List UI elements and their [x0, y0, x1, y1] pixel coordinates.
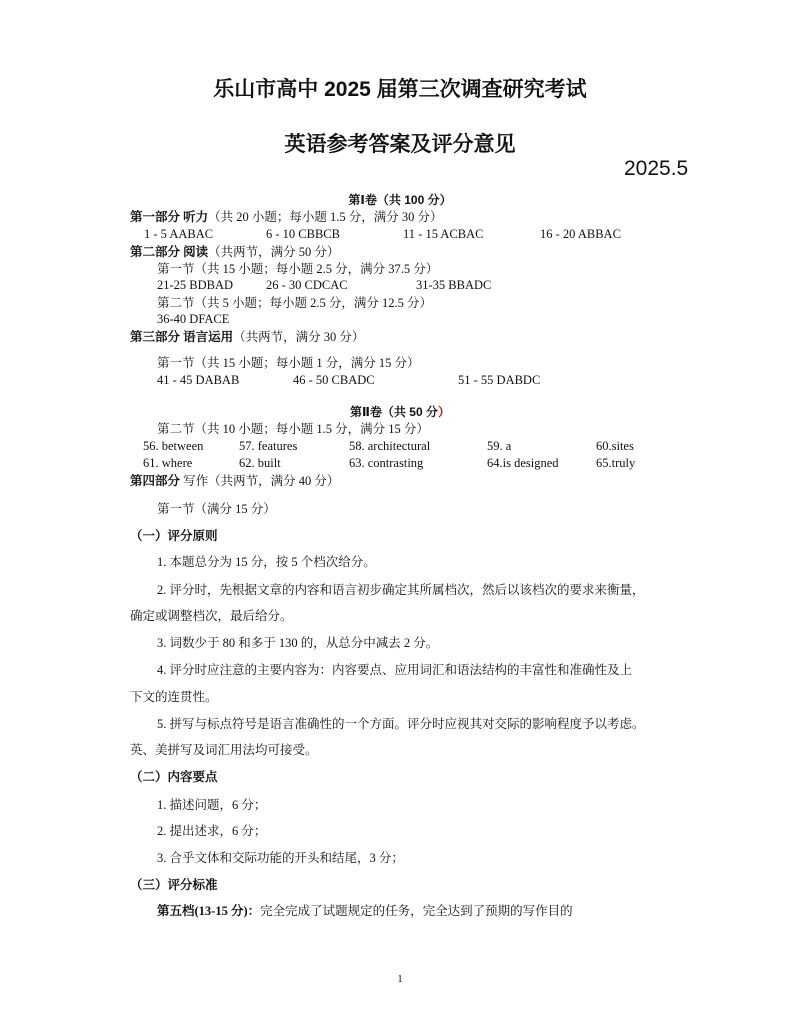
answer-group: 1 - 5 AABAC — [144, 227, 214, 241]
cloze-answer: 59. a — [487, 439, 512, 453]
answer-group: 31-35 BBADC — [416, 278, 492, 292]
answer-group: 46 - 50 CBADC — [293, 373, 375, 387]
part3-name: 语言运用 — [183, 330, 234, 344]
part2-heading — [130, 244, 339, 260]
part3-label: 第三部分 — [130, 330, 181, 344]
paragraph: 3. 合乎文体和交际功能的开头和结尾，3 分； — [157, 851, 404, 865]
part3-heading — [130, 329, 364, 345]
paragraph — [157, 901, 573, 919]
cloze-answer: 56. between — [143, 439, 204, 453]
answer-group: 6 - 10 CBBCB — [266, 227, 340, 241]
paragraph: 1. 描述问题，6 分； — [157, 798, 267, 812]
part3-section2: 第二节（共 10 小题；每小题 1.5 分，满分 15 分） — [157, 422, 429, 436]
answer-group: 11 - 15 ACBAC — [403, 227, 484, 241]
document-date: 2025.5 — [624, 157, 689, 180]
paragraph: 下文的连贯性。 — [130, 690, 218, 704]
part2-desc: （共两节，满分 50 分） — [208, 245, 340, 259]
document-title: 乐山市高中 2025 届第三次调查研究考试 — [213, 78, 587, 101]
paragraph: 2. 提出述求，6 分； — [157, 824, 267, 838]
paragraph: 英、美拼写及词汇用法均可接受。 — [130, 743, 318, 757]
cloze-answer: 60.sites — [596, 439, 634, 453]
part1-label: 第一部分 — [130, 210, 181, 224]
grade5-text: 完全完成了试题规定的任务，完全达到了预期的写作目的 — [260, 904, 573, 918]
part4-name: 写作 — [183, 474, 209, 488]
answer-group: 26 - 30 CDCAC — [266, 278, 348, 292]
answer-group: 16 - 20 ABBAC — [540, 227, 621, 241]
volume1-title: 第Ⅰ卷（共 100 分） — [348, 193, 452, 207]
part1-desc: （共 20 小题；每小题 1.5 分，满分 30 分） — [208, 210, 443, 224]
part3-section1: 第一节（共 15 小题；每小题 1 分，满分 15 分） — [157, 356, 420, 370]
paragraph: 确定或调整档次，最后给分。 — [130, 609, 293, 623]
cloze-answer: 63. contrasting — [349, 456, 424, 470]
part4-desc: （共两节，满分 40 分） — [208, 474, 340, 488]
cloze-answer: 57. features — [239, 439, 298, 453]
cloze-answer: 61. where — [143, 456, 193, 470]
paragraph: 3. 词数少于 80 和多于 130 的，从总分中减去 2 分。 — [157, 636, 439, 650]
part2-label: 第二部分 — [130, 245, 181, 259]
cloze-answer: 64.is designed — [487, 456, 559, 470]
answer-group: 41 - 45 DABAB — [157, 373, 240, 387]
paragraph: 4. 评分时应注意的主要内容为：内容要点、应用词汇和语法结构的丰富性和准确性及上 — [157, 663, 633, 677]
volume2-title — [0, 403, 800, 420]
part2-section1: 第一节（共 15 小题；每小题 2.5 分，满分 37.5 分） — [157, 262, 439, 276]
page-number: 1 — [397, 973, 403, 985]
part1-heading — [130, 209, 443, 225]
part1-name: 听力 — [183, 210, 209, 224]
part4-section1: 第一节（满分 15 分） — [157, 502, 276, 516]
part3-desc: （共两节，满分 30 分） — [233, 330, 365, 344]
section-heading: （一）评分原则 — [130, 529, 218, 543]
paragraph: 2. 评分时，先根据文章的内容和语言初步确定其所属档次，然后以该档次的要求来衡量， — [157, 583, 645, 597]
cloze-answer: 65.truly — [596, 456, 636, 470]
section-heading: （二）内容要点 — [130, 770, 218, 784]
cloze-answer: 62. built — [239, 456, 281, 470]
part4-heading — [130, 473, 339, 489]
answer-group: 51 - 55 DABDC — [458, 373, 541, 387]
section-heading: （三）评分标准 — [130, 878, 218, 892]
answer-group: 21-25 BDBAD — [157, 278, 234, 292]
cloze-answer: 58. architectural — [349, 439, 431, 453]
paragraph: 5. 拼写与标点符号是语言准确性的一个方面。评分时应视其对交际的影响程度予以考虑。 — [157, 717, 645, 731]
part2-section2: 第二节（共 5 小题；每小题 2.5 分，满分 12.5 分） — [157, 296, 433, 310]
answer-group: 36-40 DFACE — [157, 312, 230, 326]
part4-label: 第四部分 — [130, 474, 181, 488]
grade5-label: 第五档(13-15 分)： — [157, 904, 261, 918]
volume2-title-text: 第Ⅱ卷（共 50 分 — [350, 405, 438, 419]
part2-name: 阅读 — [183, 245, 209, 259]
volume2-title-bracket: ） — [437, 405, 450, 419]
document-subtitle: 英语参考答案及评分意见 — [284, 133, 516, 156]
paragraph: 1. 本题总分为 15 分，按 5 个档次给分。 — [157, 555, 376, 569]
